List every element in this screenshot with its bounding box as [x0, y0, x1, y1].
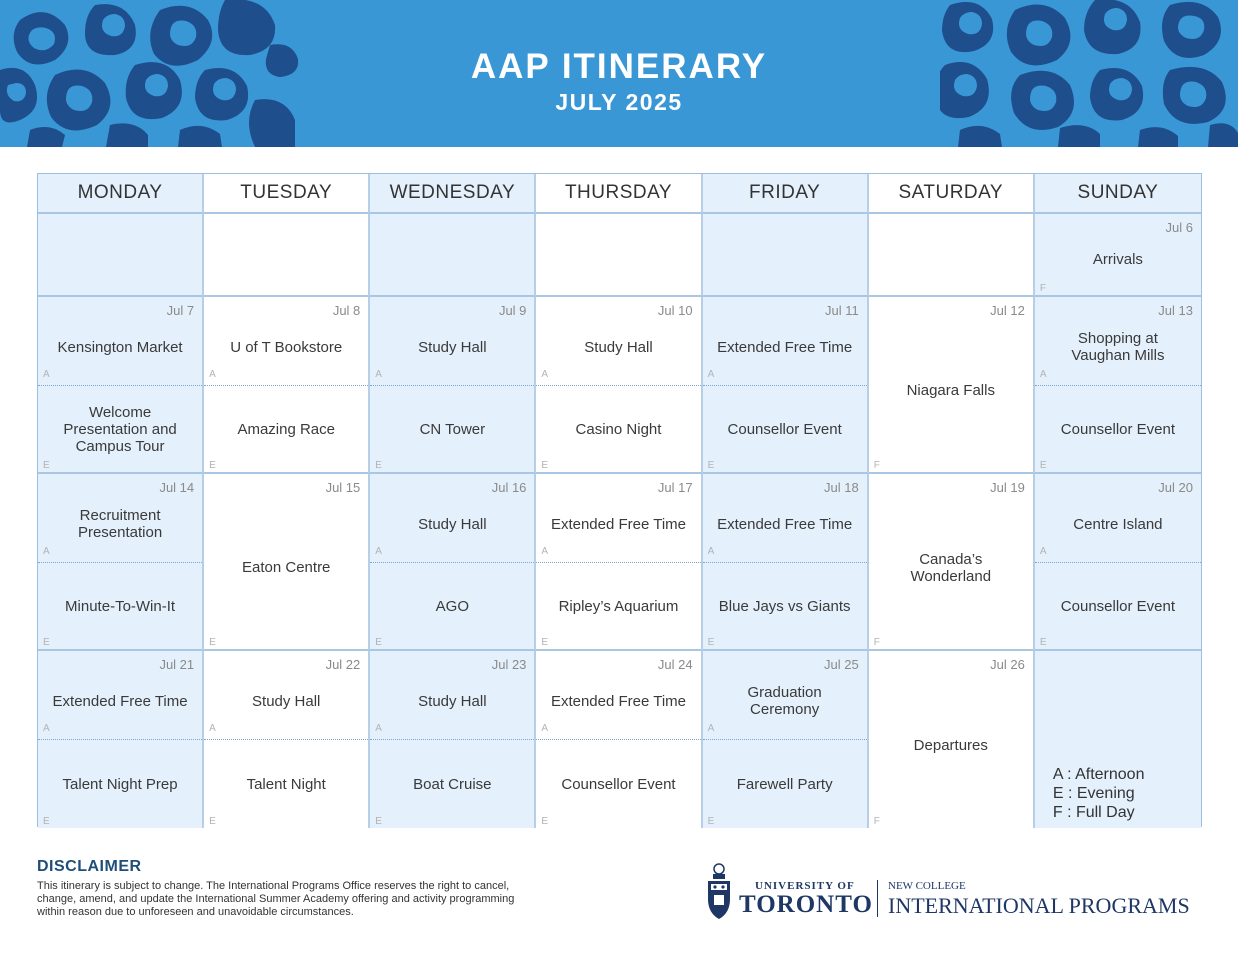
cell-date: Jul 23 [491, 657, 527, 672]
cell-date: Jul 6 [1165, 220, 1193, 235]
day-header-sunday: SUNDAY [1035, 174, 1201, 214]
day-header-monday: MONDAY [38, 174, 204, 214]
day-header-friday: FRIDAY [703, 174, 869, 214]
calendar-cell-jul-14 [38, 474, 204, 651]
evening-code: E [541, 460, 549, 471]
cell-date: Jul 13 [1158, 303, 1193, 318]
afternoon-code: A [209, 723, 216, 734]
day-header-saturday: SATURDAY [869, 174, 1035, 214]
legend-full-day: F : Full Day [1052, 804, 1135, 821]
full-day-code: F [1039, 283, 1046, 294]
calendar-cell-jul-20 [1035, 474, 1201, 651]
calendar-grid [37, 173, 1202, 827]
evening-code: E [43, 637, 50, 648]
day-header-thursday: THURSDAY [536, 174, 702, 214]
full-day-event: Arrivals [1092, 251, 1143, 268]
calendar-cell-jul-8 [204, 297, 370, 474]
cell-date: Jul 18 [824, 480, 859, 495]
logo-international-programs: INTERNATIONAL PROGRAMS [888, 893, 1190, 918]
page-subtitle: JULY 2025 [555, 89, 683, 115]
afternoon-code: A [541, 546, 549, 557]
evening-code: E [209, 816, 216, 827]
afternoon-code: A [707, 369, 715, 380]
afternoon-code: A [1039, 546, 1047, 557]
calendar-cell-jul-17 [536, 474, 702, 651]
calendar-cell-jul-10 [536, 297, 702, 474]
calendar-cell-empty [370, 214, 536, 297]
evening-event: Welcome Presentation and Campus Tour [63, 403, 177, 455]
calendar-cell-jul-24 [536, 651, 702, 828]
afternoon-event: Extended Free Time [717, 338, 853, 356]
calendar-cell-jul-18 [703, 474, 869, 651]
evening-event: Amazing Race [237, 420, 335, 438]
afternoon-event: Extended Free Time [717, 515, 853, 533]
cell-date: Jul 20 [1158, 480, 1193, 495]
calendar-cell-jul-26 [869, 651, 1035, 828]
calendar-cell-jul-12 [869, 297, 1035, 474]
afternoon-event: Study Hall [252, 692, 321, 710]
cell-date: Jul 21 [159, 657, 195, 672]
day-header-wednesday: WEDNESDAY [370, 174, 536, 214]
afternoon-event: Kensington Market [57, 338, 183, 356]
full-day-event: Eaton Centre [242, 559, 331, 576]
calendar-cell-empty [38, 214, 204, 297]
cell-date: Jul 16 [491, 480, 527, 495]
cell-date: Jul 9 [498, 303, 527, 318]
evening-code: E [707, 460, 715, 471]
crest-icon [705, 863, 733, 923]
afternoon-event: Extended Free Time [52, 692, 188, 710]
full-day-event: Departures [913, 737, 988, 754]
calendar-cell-empty [204, 214, 370, 297]
evening-code: E [1039, 460, 1047, 471]
cell-date: Jul 24 [657, 657, 693, 672]
afternoon-event: Extended Free Time [550, 515, 687, 533]
evening-event: CN Tower [419, 420, 486, 438]
evening-event: Talent Night Prep [62, 775, 178, 793]
afternoon-code: A [209, 369, 216, 380]
university-logo [705, 863, 1202, 923]
calendar-cell-empty [869, 214, 1035, 297]
evening-event: Talent Night [246, 775, 326, 793]
evening-event: Counsellor Event [727, 420, 842, 438]
calendar-cell-jul-9 [370, 297, 536, 474]
afternoon-event: Study Hall [418, 692, 487, 710]
evening-code: E [43, 460, 50, 471]
evening-code: E [707, 637, 715, 648]
afternoon-code: A [375, 546, 382, 557]
evening-event: Casino Night [575, 420, 662, 438]
afternoon-event: Centre Island [1073, 515, 1163, 533]
afternoon-event: Study Hall [584, 338, 653, 356]
disclaimer-title: DISCLAIMER [37, 858, 142, 875]
session-legend [1053, 765, 1145, 822]
day-header-tuesday: TUESDAY [204, 174, 370, 214]
calendar-cell-jul-22 [204, 651, 370, 828]
calendar-cell-empty [536, 214, 702, 297]
afternoon-event: Graduation Ceremony [747, 684, 822, 718]
evening-code: E [43, 816, 50, 827]
cell-date: Jul 12 [990, 303, 1025, 318]
evening-event: AGO [435, 597, 470, 615]
evening-event: Counsellor Event [1060, 420, 1176, 438]
cell-date: Jul 26 [990, 657, 1025, 672]
evening-code: E [375, 637, 382, 648]
logo-university-of: UNIVERSITY OF [755, 880, 855, 892]
afternoon-event: Recruitment Presentation [77, 507, 163, 541]
cell-date: Jul 10 [657, 303, 693, 318]
page-title: AAP ITINERARY [470, 47, 768, 86]
afternoon-code: A [707, 546, 715, 557]
evening-code: E [541, 816, 549, 827]
evening-code: E [209, 460, 216, 471]
calendar-cell-jul-13 [1035, 297, 1201, 474]
evening-code: E [375, 816, 382, 827]
calendar-cell-jul-6 [1035, 214, 1201, 297]
calendar-cell-jul-16 [370, 474, 536, 651]
afternoon-code: A [541, 369, 549, 380]
afternoon-event: U of T Bookstore [230, 338, 343, 356]
cell-date: Jul 22 [325, 657, 361, 672]
full-day-event: Niagara Falls [906, 382, 995, 399]
evening-event: Ripley’s Aquarium [558, 597, 679, 615]
cell-date: Jul 25 [824, 657, 859, 672]
cell-date: Jul 11 [824, 303, 859, 318]
logo-new-college: NEW COLLEGE [888, 880, 966, 892]
afternoon-code: A [707, 723, 715, 734]
calendar-cell-empty [703, 214, 869, 297]
evening-event: Counsellor Event [561, 775, 676, 793]
afternoon-event: Study Hall [418, 515, 487, 533]
evening-event: Minute-To-Win-It [65, 597, 176, 615]
full-day-code: F [873, 816, 880, 827]
legend-afternoon: A : Afternoon [1052, 766, 1145, 783]
calendar-cell-jul-7 [38, 297, 204, 474]
cell-date: Jul 14 [159, 480, 195, 495]
evening-code: E [1039, 637, 1047, 648]
afternoon-event: Shopping at Vaughan Mills [1071, 330, 1165, 364]
afternoon-code: A [43, 369, 50, 380]
afternoon-code: A [43, 546, 50, 557]
calendar-cell-jul-15 [204, 474, 370, 651]
calendar-cell-jul-23 [370, 651, 536, 828]
full-day-code: F [873, 460, 880, 471]
evening-code: E [375, 460, 382, 471]
calendar-cell-jul-11 [703, 297, 869, 474]
cell-date: Jul 17 [657, 480, 693, 495]
legend-evening: E : Evening [1052, 785, 1135, 802]
evening-code: E [209, 637, 216, 648]
header-banner [0, 0, 1238, 147]
afternoon-event: Study Hall [418, 338, 487, 356]
full-day-code: F [873, 637, 880, 648]
logo-toronto: TORONTO [739, 891, 873, 918]
disclaimer-text: This itinerary is subject to change. The International Programs Office reserves the right to cancel, change, amend, and update the International Summer Academy offering and activity programming within reason due to unforeseen and unavoidable circumstances. [37, 880, 515, 918]
evening-event: Counsellor Event [1060, 597, 1176, 615]
evening-event: Blue Jays vs Giants [718, 597, 851, 615]
legend-cell [1035, 651, 1201, 828]
afternoon-code: A [541, 723, 549, 734]
evening-code: E [541, 637, 549, 648]
cell-date: Jul 8 [332, 303, 361, 318]
full-day-event: Canada’s Wonderland [910, 550, 992, 585]
evening-event: Boat Cruise [413, 775, 492, 793]
calendar-cell-jul-19 [869, 474, 1035, 651]
evening-event: Farewell Party [736, 775, 833, 793]
evening-code: E [707, 816, 715, 827]
afternoon-code: A [1039, 369, 1047, 380]
cell-date: Jul 19 [990, 480, 1025, 495]
afternoon-event: Extended Free Time [550, 692, 687, 710]
calendar-cell-jul-21 [38, 651, 204, 828]
afternoon-code: A [375, 369, 382, 380]
afternoon-code: A [375, 723, 382, 734]
calendar-cell-jul-25 [703, 651, 869, 828]
afternoon-code: A [43, 723, 50, 734]
cell-date: Jul 7 [166, 303, 195, 318]
cell-date: Jul 15 [325, 480, 361, 495]
logo-divider [877, 880, 878, 917]
